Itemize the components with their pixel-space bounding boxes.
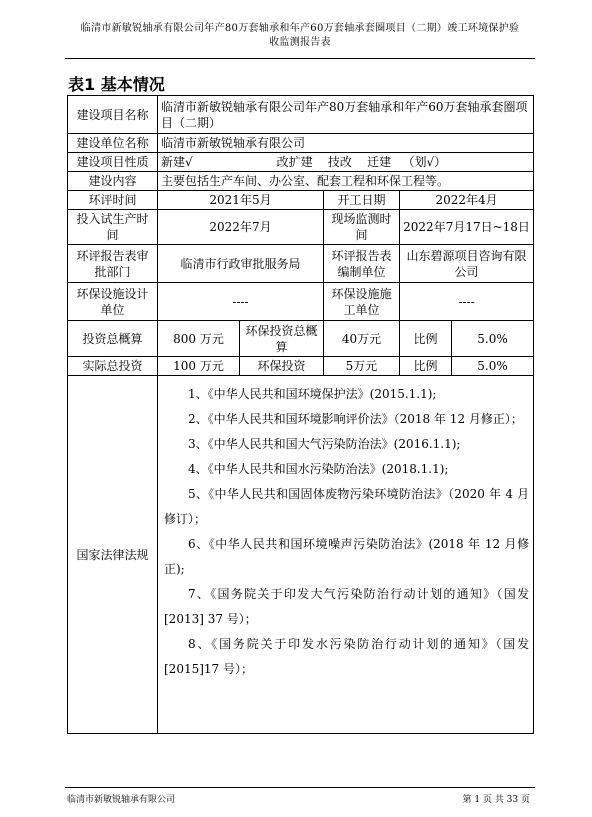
- law-item: 3、《中华人民共和国大气污染防治法》(2016.1.1);: [188, 437, 461, 451]
- header-line-1: 临清市新敏锐轴承有限公司年产80万套轴承和年产60万套轴承套圈项目（二期）竣工环境保护验: [80, 23, 520, 34]
- footer-page-number: 第 1 页 共 33 页: [462, 795, 530, 805]
- ratio-label: 比例: [400, 321, 452, 357]
- env-actual-label: 环保投资: [240, 357, 324, 376]
- laws-list: [158, 376, 534, 734]
- basic-info-table: [67, 95, 534, 734]
- footer-company: 临清市新敏锐轴承有限公司: [67, 795, 176, 805]
- design-label: 环保设施设计单位: [68, 283, 158, 321]
- start-date-value: 2022年4月: [400, 191, 534, 210]
- construct-value: ----: [400, 283, 534, 321]
- law-item: 7、《国务院关于印发大气污染防治行动计划的通知》（国发[2013] 37 号）；: [164, 587, 530, 626]
- section-title: 表1 基本情况: [68, 75, 165, 94]
- page-header: [60, 22, 540, 50]
- project-name-label: 建设项目名称: [68, 96, 158, 134]
- compile-value: 山东碧源项目咨询有限公司: [400, 245, 534, 283]
- trial-label: 投入试生产时间: [68, 210, 158, 245]
- ratio2-value: 5.0%: [452, 357, 534, 376]
- header-line-2: 收监测报告表: [269, 37, 331, 48]
- law-item: 1、《中华人民共和国环境保护法》(2015.1.1);: [188, 387, 437, 401]
- project-name-value: 临清市新敏锐轴承有限公司年产80万套轴承和年产60万套轴承套圈项目（二期）: [158, 96, 534, 134]
- unit-label: 建设单位名称: [68, 134, 158, 153]
- nature-label: 建设项目性质: [68, 153, 158, 172]
- env-budget-label: 环保投资总概算: [240, 321, 324, 357]
- nature-value: 新建√ 改扩建 技改 迁建 （划√）: [158, 153, 534, 172]
- unit-value: 临清市新敏锐轴承有限公司: [158, 134, 534, 153]
- law-item: 4、《中华人民共和国水污染防治法》(2018.1.1);: [188, 462, 449, 476]
- laws-label: 国家法律法规: [68, 376, 158, 734]
- budget-value: 800 万元: [158, 321, 240, 357]
- design-value: ----: [158, 283, 324, 321]
- header-divider: [65, 58, 535, 59]
- monitor-label: 现场监测时间: [324, 210, 400, 245]
- env-actual-value: 5万元: [324, 357, 400, 376]
- eia-time-label: 环评时间: [68, 191, 158, 210]
- law-item: 5、《中华人民共和国固体废物污染环境防治法》（2020 年 4 月修订）；: [164, 487, 530, 526]
- actual-label: 实际总投资: [68, 357, 158, 376]
- approval-label: 环评报告表审批部门: [68, 245, 158, 283]
- law-item: 2、《中华人民共和国环境影响评价法》（2018 年 12 月修正）；: [188, 412, 523, 426]
- ratio-value: 5.0%: [452, 321, 534, 357]
- content-value: 主要包括生产车间、办公室、配套工程和环保工程等。: [158, 172, 534, 191]
- content-label: 建设内容: [68, 172, 158, 191]
- start-date-label: 开工日期: [324, 191, 400, 210]
- construct-label: 环保设施施工单位: [324, 283, 400, 321]
- actual-value: 100 万元: [158, 357, 240, 376]
- env-budget-value: 40万元: [324, 321, 400, 357]
- law-item: 8、《国务院关于印发水污染防治行动计划的通知》（国发[2015]17 号）；: [164, 637, 530, 676]
- trial-value: 2022年7月: [158, 210, 324, 245]
- law-item: 6、《中华人民共和国环境噪声污染防治法》(2018 年 12 月修正);: [164, 537, 530, 576]
- monitor-value: 2022年7月17日~18日: [400, 210, 534, 245]
- compile-label: 环评报告表编制单位: [324, 245, 400, 283]
- footer-divider: [65, 787, 535, 788]
- eia-time-value: 2021年5月: [158, 191, 324, 210]
- budget-label: 投资总概算: [68, 321, 158, 357]
- ratio2-label: 比例: [400, 357, 452, 376]
- approval-value: 临清市行政审批服务局: [158, 245, 324, 283]
